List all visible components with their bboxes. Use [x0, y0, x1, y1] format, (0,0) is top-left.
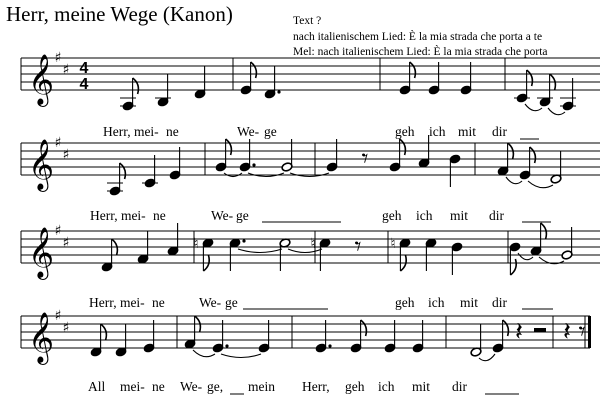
text-author-credit: Text ? — [293, 15, 322, 27]
sharp-accidental: ♯ — [54, 50, 62, 66]
note-flag — [120, 163, 126, 179]
eighth-rest: 𝄾 — [354, 232, 362, 262]
natural-accidental: ♮ — [193, 236, 199, 252]
lyric-syllable: mit — [412, 379, 431, 394]
sharp-accidental: ♯ — [54, 135, 62, 151]
note-flag — [510, 259, 516, 275]
lyric-syllable: ne — [152, 379, 165, 394]
lyric-syllable: ich — [378, 379, 395, 394]
note-flag — [530, 147, 536, 163]
sharp-accidental: ♯ — [54, 308, 62, 324]
lyric-syllable: All — [88, 379, 106, 394]
lyric-syllable: ge — [225, 295, 238, 310]
song-title: Herr, meine Wege (Kanon) — [6, 2, 233, 26]
lyric-syllable: ge, — [207, 379, 224, 394]
lyric-syllable: Herr, mei- — [89, 295, 145, 310]
augmentation-dot — [328, 344, 331, 347]
lyric-syllable: dir — [492, 124, 507, 139]
lyric-syllable: geh — [395, 295, 415, 310]
lyric-syllable: We- — [237, 124, 260, 139]
lyric-syllable: We- — [180, 379, 203, 394]
lyric-syllable: We- — [199, 295, 222, 310]
lyric-syllable: ne — [166, 124, 179, 139]
treble-clef: 𝄞 — [28, 139, 55, 190]
note-flag — [503, 320, 509, 336]
quarter-rest: 𝄽 — [515, 317, 523, 347]
lyric-syllable: mit — [450, 208, 469, 223]
lyric-syllable: mein — [248, 379, 275, 394]
lyric-syllable: mit — [458, 124, 477, 139]
lyric-syllable: ich — [416, 208, 433, 223]
lyric-syllable: Herr, — [302, 379, 330, 394]
tie-slur — [548, 108, 565, 115]
lyric-syllable: mei- — [120, 379, 145, 394]
treble-clef: 𝄞 — [28, 312, 55, 363]
lyric-syllable: ge — [236, 208, 249, 223]
lyric-syllable: geh — [345, 379, 365, 394]
tie-slur — [193, 350, 215, 357]
note-flag — [133, 78, 139, 94]
lyric-syllable: We- — [211, 208, 234, 223]
note-flag — [400, 139, 406, 155]
time-signature-top: 4 — [79, 60, 89, 77]
lyric-syllable: geh — [382, 208, 402, 223]
tie-slur — [528, 181, 553, 188]
note-flag — [410, 62, 416, 78]
sharp-accidental: ♯ — [62, 235, 70, 251]
quarter-rest: 𝄽 — [563, 317, 571, 347]
lyric-syllable: mit — [460, 295, 479, 310]
sharp-accidental: ♯ — [62, 62, 70, 78]
tie-slur — [525, 104, 542, 111]
tie-slur — [506, 177, 522, 184]
lyric-syllable: dir — [492, 295, 507, 310]
tie-slur — [238, 249, 282, 253]
text-source-credit: nach italienischem Lied: È la mia strada che porta a te — [293, 31, 543, 43]
tie-slur — [518, 253, 533, 260]
augmentation-dot — [242, 239, 245, 242]
tie-slur — [288, 249, 322, 253]
lyric-syllable: dir — [489, 208, 504, 223]
note-flag — [527, 70, 533, 86]
lyric-syllable: dir — [452, 379, 467, 394]
natural-accidental: ♮ — [390, 236, 396, 252]
lyric-syllable: ne — [152, 295, 165, 310]
sharp-accidental: ♯ — [62, 320, 70, 336]
lyric-syllable: ich — [428, 295, 445, 310]
note-flag — [251, 62, 257, 78]
lyric-syllable: Herr, mei- — [103, 124, 159, 139]
tie-slur — [221, 354, 261, 358]
augmentation-dot — [252, 163, 255, 166]
melody-source-credit: Mel: nach italienischem Lied: È la mia strada che porta — [293, 46, 548, 58]
treble-clef: 𝄞 — [28, 54, 55, 105]
tie-slur — [479, 354, 495, 361]
natural-accidental: ♮ — [310, 236, 316, 252]
sharp-accidental: ♯ — [62, 147, 70, 163]
final-bar-thick — [588, 316, 591, 348]
lyric-syllable: ich — [429, 124, 446, 139]
half-rest — [534, 328, 546, 332]
augmentation-dot — [225, 344, 228, 347]
note-flag — [226, 139, 232, 155]
lyric-syllable: Herr, mei- — [90, 208, 146, 223]
eighth-rest: 𝄾 — [361, 144, 369, 174]
lyric-syllable: geh — [395, 124, 415, 139]
note-flag — [361, 320, 367, 336]
lyric-syllable: ge — [264, 124, 277, 139]
lyric-syllable: ne — [153, 208, 166, 223]
treble-clef: 𝄞 — [28, 227, 55, 278]
augmentation-dot — [277, 90, 280, 93]
eighth-rest: 𝄾 — [578, 317, 586, 347]
sharp-accidental: ♯ — [54, 223, 62, 239]
time-signature-bottom: 4 — [79, 76, 89, 93]
